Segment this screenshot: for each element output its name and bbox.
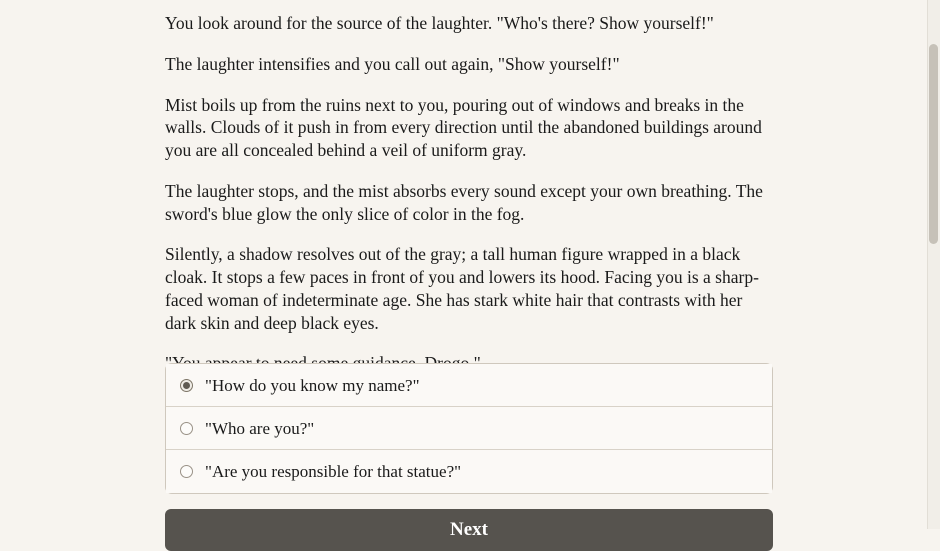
radio-button-icon[interactable] [180, 422, 193, 435]
choice-option[interactable] [166, 407, 772, 450]
choice-label: "Who are you?" [205, 418, 315, 438]
story-paragraph: The laughter intensifies and you call out again, "Show yourself!" [165, 53, 620, 74]
radio-button-icon[interactable] [180, 379, 193, 392]
story-paragraph: Silently, a shadow resolves out of the gray; a tall human figure wrapped in a black cloak. It stops a few paces in front of you and lowers its hood. Facing you is a sharp-faced woman of indeterminate age. She has stark white hair that contrasts with her dark skin and deep black eyes. [165, 244, 759, 333]
scrollbar-thumb[interactable] [929, 44, 938, 244]
story-paragraph: Mist boils up from the ruins next to you, pouring out of windows and breaks in the walls. Clouds of it push in from every direction until the abandoned buildings around you are all concealed behind a veil of uniform gray. [165, 94, 762, 160]
choice-option[interactable] [166, 450, 772, 493]
next-button[interactable]: Next [165, 509, 773, 551]
choice-label: "Are you responsible for that statue?" [205, 462, 462, 481]
choice-label: "How do you know my name?" [205, 375, 420, 395]
story-paragraph: You look around for the source of the laughter. "Who's there? Show yourself!" [165, 13, 714, 33]
radio-button-icon[interactable] [180, 465, 193, 478]
choice-option[interactable] [166, 364, 772, 407]
choice-list [165, 363, 773, 494]
story-text [165, 0, 775, 393]
story-paragraph: The laughter stops, and the mist absorbs every sound except your own breathing. The sword's blue glow the only slice of color in the fog. [165, 180, 763, 224]
scrollbar[interactable] [927, 0, 940, 529]
